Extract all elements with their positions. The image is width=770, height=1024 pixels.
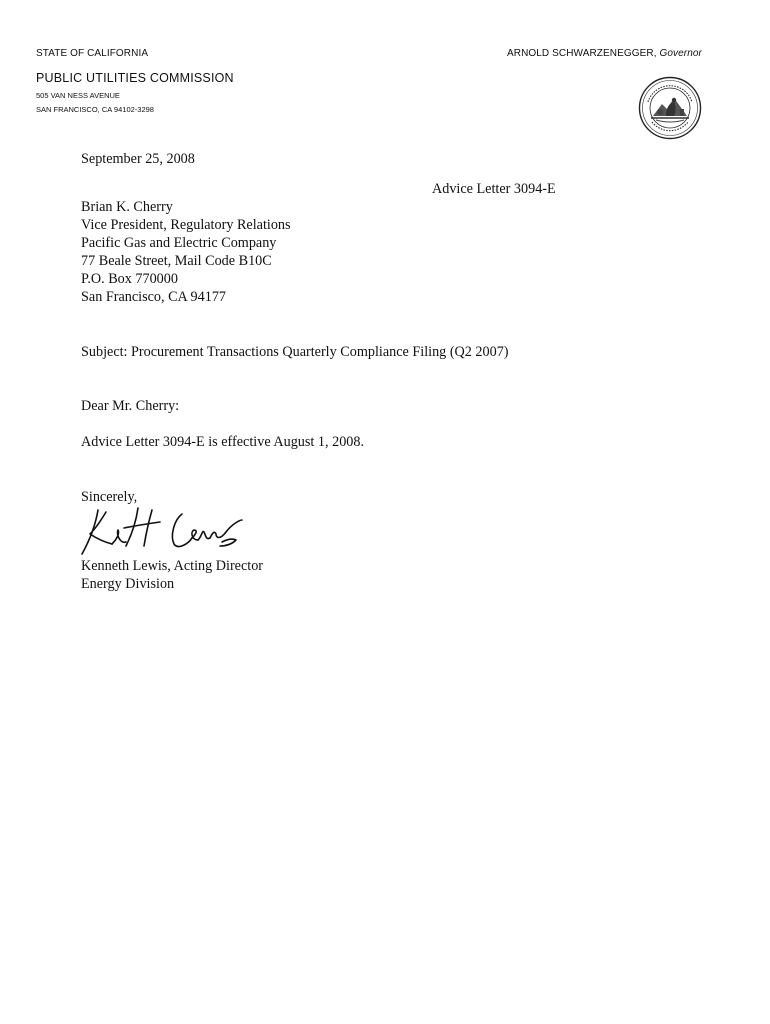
agency-address-line1: 505 VAN NESS AVENUE: [36, 91, 120, 100]
recipient-street: 77 Beale Street, Mail Code B10C: [81, 253, 272, 269]
signer-name-title: Kenneth Lewis, Acting Director: [81, 558, 264, 574]
governor-name: ARNOLD SCHWARZENEGGER: [506, 48, 654, 59]
recipient-po-box: P.O. Box 770000: [81, 271, 178, 287]
governor-line: ARNOLD SCHWARZENEGGER, Governor: [506, 48, 702, 59]
recipient-city: San Francisco, CA 94177: [81, 289, 227, 305]
recipient-title: Vice President, Regulatory Relations: [81, 217, 291, 233]
signer-block: [81, 557, 263, 593]
closing: Sincerely,: [81, 489, 138, 505]
recipient-address-block: [81, 198, 291, 306]
advice-letter-reference: Advice Letter 3094-E: [432, 181, 556, 197]
governor-title: Governor: [659, 48, 702, 59]
state-seal-icon: [638, 76, 702, 140]
agency-address-line2: SAN FRANCISCO, CA 94102-3298: [36, 105, 154, 114]
recipient-name: Brian K. Cherry: [81, 199, 173, 215]
signer-division: Energy Division: [81, 576, 175, 592]
letter-date: September 25, 2008: [81, 151, 195, 167]
recipient-company: Pacific Gas and Electric Company: [81, 235, 277, 251]
agency-name: PUBLIC UTILITIES COMMISSION: [36, 71, 234, 85]
salutation: Dear Mr. Cherry:: [81, 398, 180, 414]
subject-line: Subject: Procurement Transactions Quarterly Compliance Filing (Q2 2007): [81, 344, 509, 360]
handwritten-signature-icon: [76, 500, 246, 558]
body-paragraph: Advice Letter 3094-E is effective August 1, 2008.: [81, 434, 365, 450]
state-name: STATE OF CALIFORNIA: [36, 48, 149, 59]
